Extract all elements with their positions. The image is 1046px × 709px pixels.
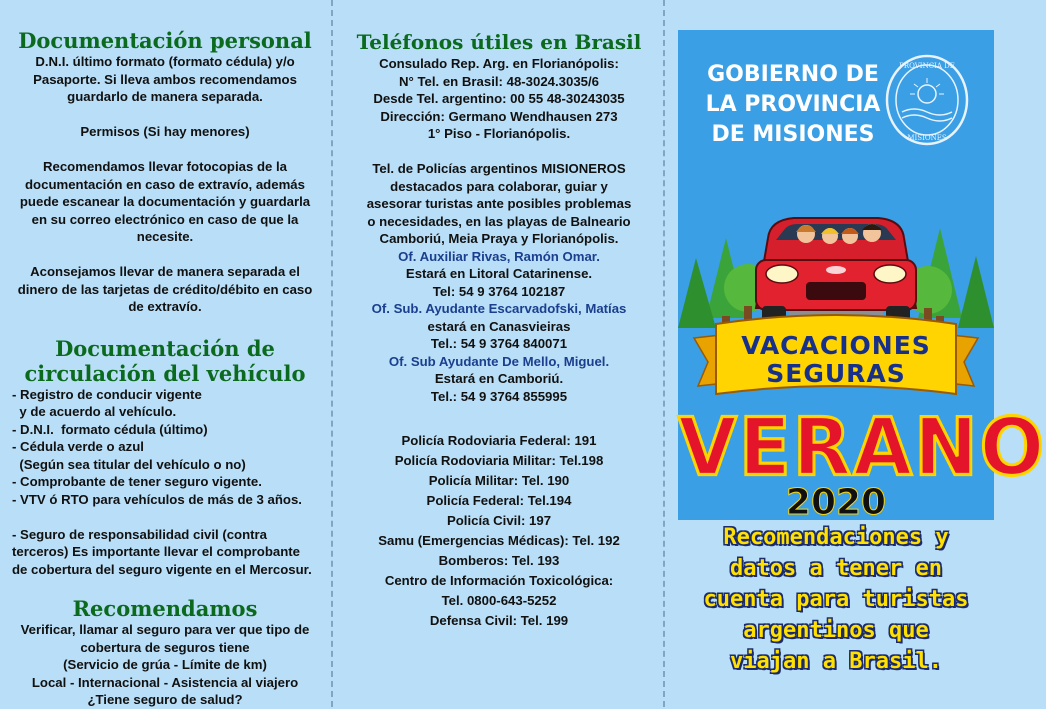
phone-line: Policía Federal: Tel.194 <box>426 493 572 508</box>
phone-line: Policía Rodoviaria Federal: 191 <box>401 433 597 448</box>
government-title <box>698 60 888 150</box>
gov-line: LA PROVINCIA <box>705 92 881 117</box>
fold-line-right <box>663 0 665 707</box>
officer-place: Estará en Litoral Catarinense. <box>405 266 593 281</box>
tagline-line: Recomendaciones y <box>723 525 949 550</box>
verano-title: VERANO <box>678 399 1046 494</box>
panel-cover <box>668 0 1046 707</box>
tagline-line: argentinos que <box>743 618 929 643</box>
police-intro-line: Tel. de Policías argentinos MISIONEROS <box>372 161 626 176</box>
province-seal-icon <box>884 54 970 146</box>
vehicle-item: - VTV ó RTO para vehículos de más de 3 años. <box>12 491 302 507</box>
personal-line: guardarlo de manera separada. <box>67 89 263 104</box>
fold-line-left <box>331 0 333 707</box>
ribbon-line-1: VACACIONES <box>741 331 931 360</box>
phone-line: Tel. 0800-643-5252 <box>441 593 557 608</box>
officer-place: estará en Canasvieiras <box>427 318 571 334</box>
consulate-line: Consulado Rep. Arg. en Florianópolis: <box>379 56 619 71</box>
money-line: dinero de las tarjetas de crédito/débito en caso <box>17 281 313 297</box>
police-intro-line: asesorar turistas ante posibles problemas <box>366 196 632 211</box>
personal-line: D.N.I. último formato (formato cédula) y/o <box>35 54 295 69</box>
seal-top-text: PROVINCIA DE <box>899 62 955 70</box>
vehicle-item: - Comprobante de tener seguro vigente. <box>12 474 262 489</box>
phone-line: Centro de Información Toxicológica: <box>384 573 614 588</box>
vehicle-item: - D.N.I. formato cédula (último) <box>12 421 208 437</box>
phone-line: Policía Civil: 197 <box>446 513 552 528</box>
officer-place: Estará en Camboriú. <box>434 371 564 386</box>
insurance-line: - Seguro de responsabilidad civil (contra <box>12 526 268 542</box>
officer-name: Of. Sub Ayudante De Mello, Miguel. <box>388 353 610 369</box>
tagline-line: cuenta para turistas <box>703 587 969 612</box>
permits-line: Permisos (Si hay menores) <box>80 124 250 139</box>
phone-line: Samu (Emergencias Médicas): Tel. 192 <box>378 533 620 548</box>
cover-art <box>678 30 1046 523</box>
vehicle-item: (Según sea titular del vehículo o no) <box>12 456 246 472</box>
police-intro-line: destacados para colaborar, guiar y <box>390 178 608 194</box>
heading-recommend: Recomendamos <box>72 596 258 621</box>
phone-line: Bomberos: Tel. 193 <box>438 553 560 568</box>
police-intro-line: Camboriú, Meia Praya y Florianópolis. <box>379 231 619 246</box>
consulate-line: N° Tel. en Brasil: 48-3024.3035/6 <box>398 73 600 89</box>
vehicle-item: - Cédula verde o azul <box>12 439 144 454</box>
copies-line: puede escanear la documentación y guardarla <box>19 194 311 209</box>
recommend-line: (Servicio de grúa - Límite de km) <box>63 657 267 672</box>
consulate-line: Dirección: Germano Wendhausen 273 <box>380 108 618 124</box>
officer-phone: Tel.: 54 9 3764 840071 <box>430 336 568 351</box>
panel-phones <box>336 0 662 707</box>
money-line: Aconsejamos llevar de manera separada el <box>30 264 300 279</box>
officer-name: Of. Sub. Ayudante Escarvadofski, Matías <box>371 301 627 316</box>
copies-line: Recomendamos llevar fotocopias de la <box>42 159 288 174</box>
cover-tagline <box>686 522 986 677</box>
personal-line: Pasaporte. Si lleva ambos recomendamos <box>33 71 297 87</box>
vehicle-item: y de acuerdo al vehículo. <box>12 404 177 419</box>
heading-phones: Teléfonos útiles en Brasil <box>356 30 642 54</box>
insurance-line: terceros) Es importante llevar el comprobante <box>12 544 301 559</box>
recommend-line: cobertura de seguros tiene <box>80 639 250 655</box>
phone-line: Policía Rodoviaria Militar: Tel.198 <box>394 453 604 468</box>
recommend-line: Verificar, llamar al seguro para ver que tipo de <box>20 622 310 637</box>
phone-line: Policía Militar: Tel. 190 <box>428 473 570 488</box>
consulate-line: 1° Piso - Florianópolis. <box>427 126 571 141</box>
phone-line: Defensa Civil: Tel. 199 <box>429 613 569 628</box>
officer-name: Of. Auxiliar Rivas, Ramón Omar. <box>398 248 600 264</box>
officer-phone: Tel: 54 9 3764 102187 <box>432 283 566 299</box>
tagline-line: viajan a Brasil. <box>730 649 942 674</box>
money-line: de extravío. <box>128 299 202 314</box>
officer-phone: Tel.: 54 9 3764 855995 <box>430 388 568 404</box>
tagline-line: datos a tener en <box>730 556 942 581</box>
gov-line: DE MISIONES <box>711 122 875 147</box>
heading-vehicle-docs: Documentación de <box>55 335 275 361</box>
insurance-line: de cobertura del seguro vigente en el Mercosur. <box>12 561 312 577</box>
copies-line: documentación en caso de extravío, además <box>25 176 305 192</box>
recommend-line: ¿Tiene seguro de salud? <box>87 692 243 707</box>
copies-line: necesite. <box>136 229 194 244</box>
consulate-line: Desde Tel. argentino: 00 55 48-30243035 <box>373 91 625 106</box>
year-label: 2020 <box>785 482 887 523</box>
seal-bottom-text: MISIONES <box>907 134 947 142</box>
police-intro-line: o necesidades, en las playas de Balneario <box>367 213 631 229</box>
gov-line: GOBIERNO DE <box>707 62 879 87</box>
recommend-line: Local - Internacional - Asistencia al viajero <box>31 674 299 690</box>
heading-vehicle-docs-2: circulación del vehículo <box>24 360 306 386</box>
vehicle-item: - Registro de conducir vigente <box>12 386 202 402</box>
heading-personal-docs: Documentación personal <box>18 28 312 53</box>
panel-documentation <box>0 0 330 707</box>
ribbon-line-2: SEGURAS <box>766 359 906 388</box>
copies-line: en su correo electrónico en caso de que la <box>31 211 299 227</box>
